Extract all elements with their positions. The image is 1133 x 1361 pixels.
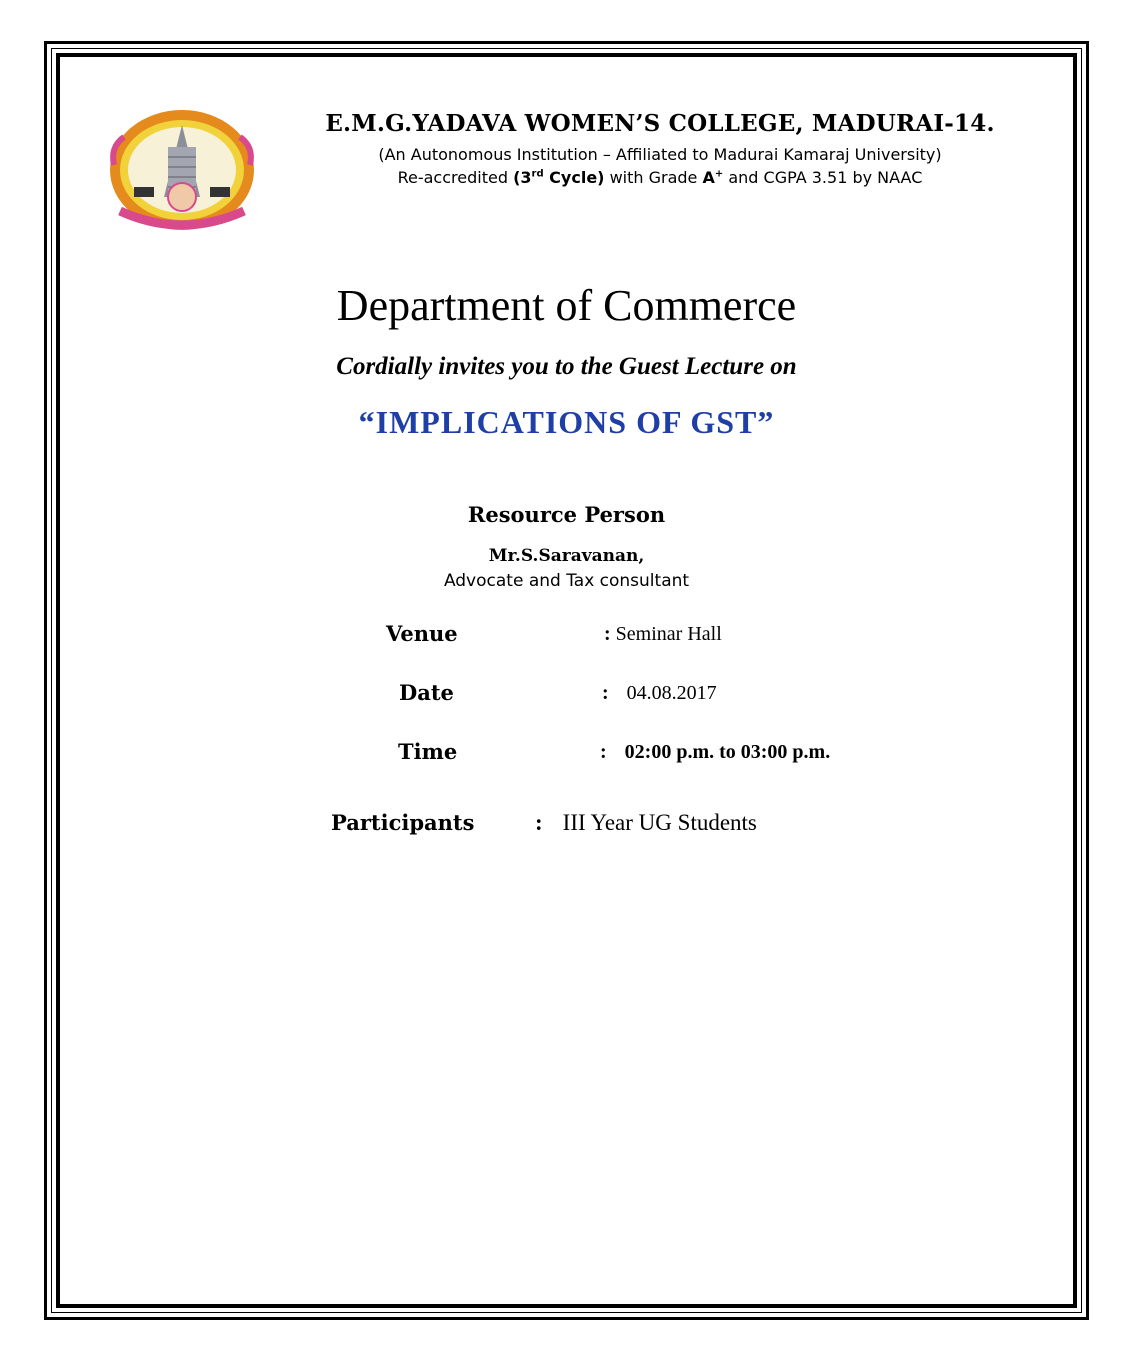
accreditation-cycle-sup: rd (531, 168, 544, 180)
college-name: E.M.G.YADAVA WOMEN’S COLLEGE, MADURAI-14. (325, 110, 995, 137)
resource-person-heading: Resource Person (467, 502, 666, 527)
time-value-group (600, 741, 830, 764)
time-colon: : (600, 741, 607, 763)
department-title: Department of Commerce (336, 281, 797, 330)
inner-border (56, 53, 1077, 1308)
accreditation-prefix: Re-accredited (397, 168, 514, 187)
resource-person-name: Mr.S.Saravanan, (488, 546, 645, 566)
resource-person-designation: Advocate and Tax consultant (443, 571, 690, 591)
date-value: 04.08.2017 (626, 682, 717, 704)
participants-colon: : (535, 810, 543, 835)
participants-value: III Year UG Students (562, 810, 757, 835)
participants-label: Participants (331, 810, 475, 835)
accreditation-cycle-word: Cycle) (543, 168, 605, 187)
venue-value: Seminar Hall (610, 623, 722, 645)
date-label: Date (399, 680, 454, 705)
accreditation-grade-sup: + (714, 168, 724, 180)
college-emblem-icon (106, 107, 258, 233)
invite-text: Cordially invites you to the Guest Lecture on (336, 353, 797, 380)
college-accreditation (270, 168, 1050, 187)
date-value-group (602, 682, 717, 705)
participants-value-group (535, 810, 757, 836)
time-label: Time (398, 739, 458, 764)
venue-colon: : (604, 623, 611, 645)
accreditation-mid: with Grade (604, 168, 703, 187)
accreditation-cycle-num: (3 (513, 168, 532, 187)
venue-value-group (604, 623, 722, 646)
venue-label: Venue (386, 621, 458, 646)
date-colon: : (602, 682, 609, 704)
lecture-topic: “IMPLICATIONS OF GST” (358, 404, 775, 440)
college-affiliation: (An Autonomous Institution – Affiliated to Madurai Kamaraj University) (378, 145, 942, 164)
accreditation-suffix: and CGPA 3.51 by NAAC (723, 168, 923, 187)
accreditation-grade: A (702, 168, 715, 187)
time-value: 02:00 p.m. to 03:00 p.m. (624, 741, 831, 763)
